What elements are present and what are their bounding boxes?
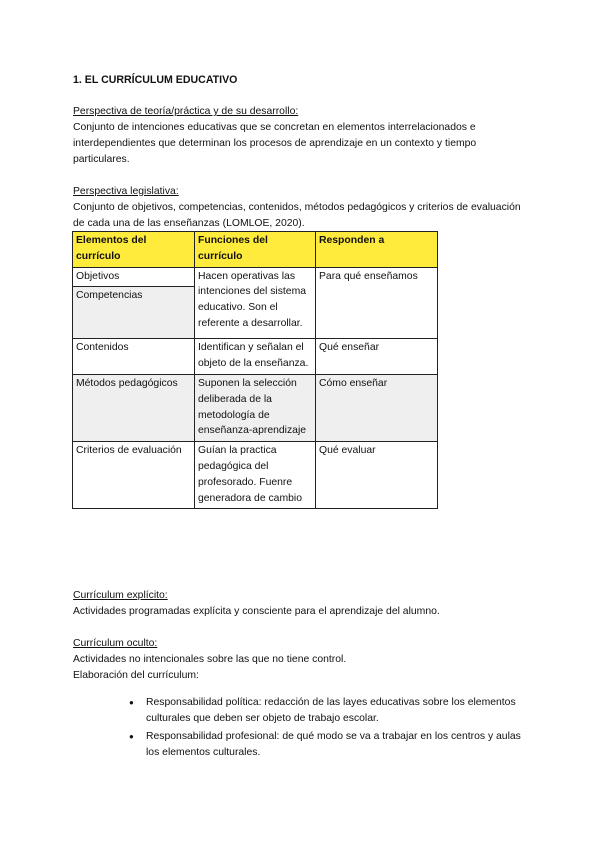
- table-cell-answer: Qué enseñar: [316, 339, 438, 375]
- page-title: 1. EL CURRÍCULUM EDUCATIVO: [73, 74, 238, 86]
- table-cell-element: Competencias: [73, 287, 195, 339]
- table-cell-element: Objetivos: [73, 267, 195, 287]
- list-item: ● Responsabilidad política: redacción de las layes educativas sobre los elementos culturales que deben ser objeto de trabajo escolar.: [73, 695, 533, 727]
- section-theory-heading: Perspectiva de teoría/práctica y de su desarrollo:: [73, 106, 299, 117]
- table-row: [73, 339, 438, 375]
- table-cell-function: Identifican y señalan el objeto de la enseñanza.: [195, 339, 316, 375]
- table-cell-function: Suponen la selección deliberada de la metodología de enseñanza-aprendizaje: [195, 374, 316, 441]
- curriculum-table: [72, 231, 438, 509]
- section-legislative-body: Conjunto de objetivos, competencias, contenidos, métodos pedagógicos y criterios de evaluación de cada una de las enseñanzas (LOMLOE, 2020).: [73, 202, 521, 229]
- table-cell-element: Métodos pedagógicos: [73, 374, 195, 441]
- table-row: [73, 267, 438, 287]
- section-theory-body: Conjunto de intenciones educativas que se concretan en elementos interrelacionados e interdependientes que determinan los procesos de aprendizaje en un contexto y tiempo particulares.: [73, 122, 477, 165]
- section-legislative-heading: Perspectiva legislativa:: [73, 186, 179, 197]
- section-hidden-body: Actividades no intencionales sobre las que no tiene control.: [73, 654, 347, 665]
- section-hidden-heading: Currículum oculto:: [73, 638, 158, 649]
- table-header-cell: Funciones del currículo: [195, 232, 316, 268]
- table-cell-function: Hacen operativas las intenciones del sistema educativo. Son el referente a desarrollar.: [195, 267, 316, 339]
- table-header-row: [73, 232, 438, 268]
- table-header-cell: Responden a: [316, 232, 438, 268]
- section-explicit: [73, 588, 533, 620]
- table-cell-function: Guían la practica pedagógica del profesorado. Fuenre generadora de cambio: [195, 442, 316, 509]
- table-header-cell: Elementos del currículo: [73, 232, 195, 268]
- section-theory: [73, 104, 533, 168]
- table-row: [73, 442, 438, 509]
- section-explicit-heading: Currículum explícito:: [73, 590, 168, 601]
- table-cell-answer: Cómo enseñar: [316, 374, 438, 441]
- table-cell-answer: Qué evaluar: [316, 442, 438, 509]
- table-row: [73, 374, 438, 441]
- bullet-list: [73, 695, 533, 763]
- section-hidden: [73, 636, 533, 684]
- table-cell-answer: Para qué enseñamos: [316, 267, 438, 339]
- table-cell-element: Criterios de evaluación: [73, 442, 195, 509]
- section-explicit-body: Actividades programadas explícita y consciente para el aprendizaje del alumno.: [73, 606, 440, 617]
- section-elaboration-label: Elaboración del currículum:: [73, 670, 199, 681]
- list-item: ● Responsabilidad profesional: de qué modo se va a trabajar en los centros y aulas los elementos culturales.: [73, 729, 533, 761]
- section-legislative: [73, 184, 533, 232]
- table-cell-element: Contenidos: [73, 339, 195, 375]
